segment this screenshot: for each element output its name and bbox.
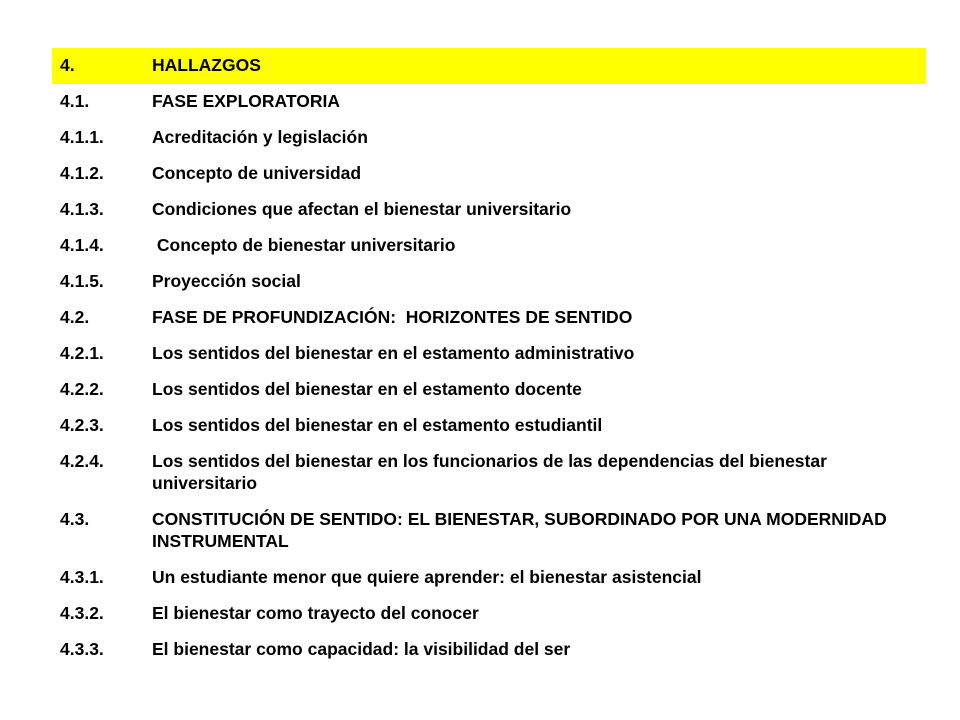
toc-title: Condiciones que afectan el bienestar universitario bbox=[152, 199, 572, 219]
toc-title: FASE DE PROFUNDIZACIÓN: HORIZONTES DE SENTIDO bbox=[152, 307, 633, 327]
toc-number: 4.3.1. bbox=[60, 567, 104, 587]
toc-row bbox=[52, 560, 926, 596]
toc-row bbox=[52, 228, 926, 264]
toc-row bbox=[52, 596, 926, 632]
toc-title: Un estudiante menor que quiere aprender: el bienestar asistencial bbox=[152, 567, 702, 587]
toc-number: 4.1.3. bbox=[60, 199, 104, 219]
toc-number: 4.2. bbox=[60, 307, 90, 327]
toc-row bbox=[52, 120, 926, 156]
toc-row bbox=[52, 372, 926, 408]
toc-number: 4.2.3. bbox=[60, 415, 104, 435]
toc-row bbox=[52, 502, 926, 560]
toc-number: 4.1.4. bbox=[60, 235, 104, 255]
toc-row bbox=[52, 84, 926, 120]
toc-title: Concepto de universidad bbox=[152, 163, 362, 183]
toc-number: 4.2.4. bbox=[60, 451, 104, 471]
toc-title: Los sentidos del bienestar en el estamento estudiantil bbox=[152, 415, 603, 435]
toc-title: Proyección social bbox=[152, 271, 301, 291]
toc-number: 4.3.2. bbox=[60, 603, 104, 623]
toc-number: 4.1. bbox=[60, 91, 90, 111]
toc-title: Los sentidos del bienestar en los funcionarios de las dependencias del bienestar universitario bbox=[152, 451, 827, 493]
toc-row bbox=[52, 264, 926, 300]
toc-number: 4.3. bbox=[60, 509, 90, 529]
toc-row bbox=[52, 300, 926, 336]
toc-number: 4.2.1. bbox=[60, 343, 104, 363]
toc-title: El bienestar como trayecto del conocer bbox=[152, 603, 479, 623]
toc-title: El bienestar como capacidad: la visibilidad del ser bbox=[152, 639, 571, 659]
toc-row bbox=[52, 336, 926, 372]
toc-number: 4.3.3. bbox=[60, 639, 104, 659]
toc-row bbox=[52, 444, 926, 502]
toc-number: 4.2.2. bbox=[60, 379, 104, 399]
toc-row-heading bbox=[52, 48, 926, 84]
toc-number: 4.1.5. bbox=[60, 271, 104, 291]
toc-title: Concepto de bienestar universitario bbox=[152, 235, 456, 255]
table-of-contents bbox=[52, 48, 926, 668]
toc-row bbox=[52, 156, 926, 192]
toc-title: Los sentidos del bienestar en el estamento docente bbox=[152, 379, 582, 399]
toc-row bbox=[52, 192, 926, 228]
toc-title: HALLAZGOS bbox=[152, 55, 261, 75]
toc-number: 4.1.2. bbox=[60, 163, 104, 183]
toc-title: Los sentidos del bienestar en el estamento administrativo bbox=[152, 343, 635, 363]
toc-title: Acreditación y legislación bbox=[152, 127, 368, 147]
toc-title: CONSTITUCIÓN DE SENTIDO: EL BIENESTAR, SUBORDINADO POR UNA MODERNIDAD INSTRUMENTAL bbox=[152, 509, 887, 551]
toc-number: 4.1.1. bbox=[60, 127, 104, 147]
toc-title: FASE EXPLORATORIA bbox=[152, 91, 340, 111]
toc-row bbox=[52, 408, 926, 444]
toc-row bbox=[52, 632, 926, 668]
toc-number: 4. bbox=[60, 55, 75, 75]
